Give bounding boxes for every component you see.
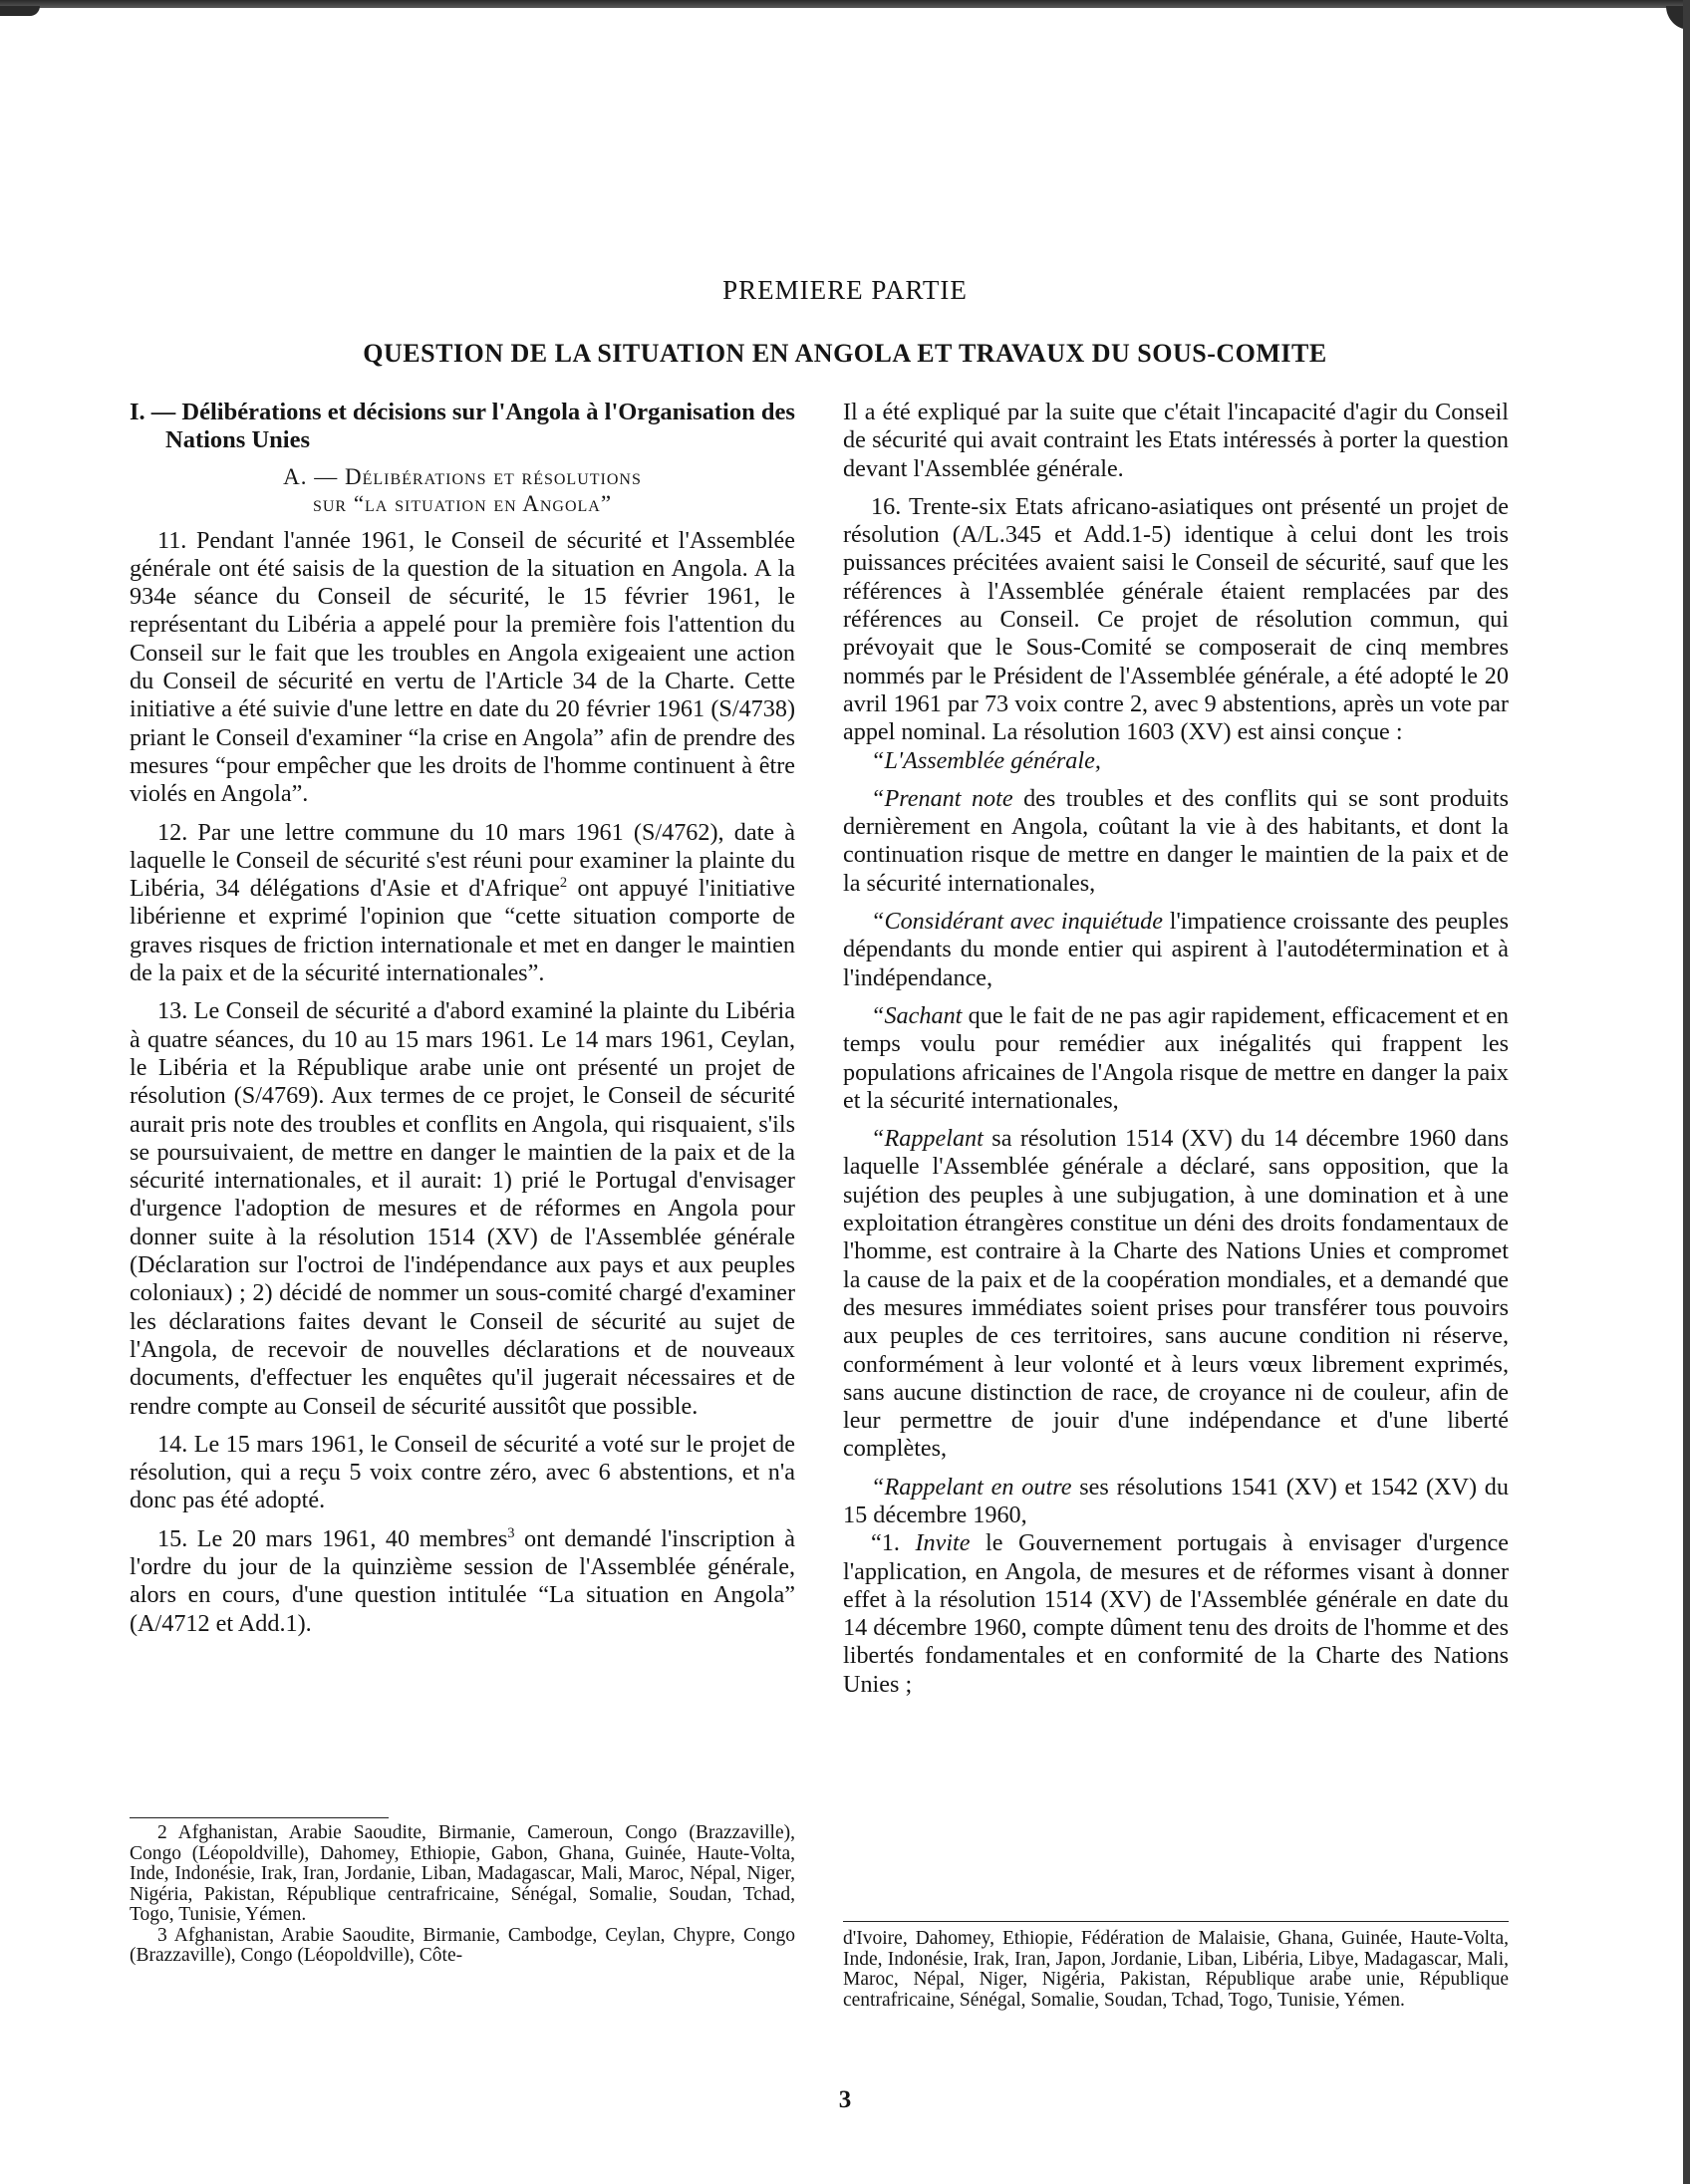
scan-corner-left — [0, 6, 40, 16]
footnote-ref-3: 3 — [507, 1524, 515, 1541]
clause-3-text: que le fait de ne pas agir rapidement, efficacement et en temps voulu pour remédier aux inégalités qui frappent les populations africaines de l'Angola risque de mettre en danger la paix et la sécurité internationales, — [843, 1001, 1509, 1114]
resolution-clause-2 — [843, 908, 1509, 992]
page-number: 3 — [838, 2086, 852, 2113]
footnotes-right — [843, 1929, 1509, 2011]
subsection-heading-line-1: A. — Délibérations et résolutions — [283, 463, 642, 489]
section-title: QUESTION DE LA SITUATION EN ANGOLA ET TRAVAUX DU SOUS-COMITE — [363, 339, 1327, 368]
footnote-ref-2: 2 — [559, 875, 568, 892]
clause-2-lead: “Considérant avec inquiétude — [871, 908, 1163, 936]
right-column — [843, 399, 1509, 1699]
paragraph-16: 16. Trente-six Etats africano-asiatiques ont présenté un projet de résolution (A/L.345 et Add.1-5) identique à celui dont les trois puissances précitées avaient saisi le Conseil de sécurité, sauf que les références à l'Assemblée générale étaient remplacées par des références au Conseil. Ce projet de résolution commun, qui prévoyait que le Sous-Comité se composerait de cinq membres nommés par le Président de l'Assemblée générale, a été adopté le 20 avril 1961 par 73 voix contre 2, avec 9 abstentions, après un vote par appel nominal. La résolution 1603 (XV) est ainsi conçue : — [843, 492, 1509, 746]
clause-1-lead: “Prenant note — [871, 784, 1013, 812]
clause-4-text: sa résolution 1514 (XV) du 14 décembre 1960 dans laquelle l'Assemblée générale a déclaré, sans opposition, que la sujétion des peuples à une subjugation, à une domination et à une exploitation étrangères constitue un déni des droits fondamentaux de l'homme, est contraire à la Charte des Nations Unies et compromet la cause de la paix et de la coopération mondiales, et a demandé que des mesures immédiates soient prises pour transférer tous pouvoirs aux peuples de ces territoires, sans aucune condition ni réserve, conformément à leur volonté et à leurs vœux librement exprimés, sans aucune distinction de race, de croyance ni de couleur, afin de leur permettre de jouir d'une indépendance et d'une liberté complètes, — [843, 1125, 1509, 1463]
paragraph-12-text-a: 12. Par une lettre commune du 10 mars 1961 (S/4762), date à laquelle le Conseil de sécurité s'est réuni pour examiner la plainte du Libéria, 34 délégations d'Asie et d'Afrique — [130, 818, 795, 903]
operative-1-number: “1. — [871, 1529, 916, 1557]
paragraph-15 — [130, 1525, 795, 1638]
clause-1-text: des troubles et des conflits qui se sont produits dernièrement en Angola, coûtant la vie à des habitants, et dont la continuation risque de mettre en danger le maintien de la paix et de la sécurité internationales, — [843, 784, 1510, 897]
resolution-clause-3 — [843, 1002, 1509, 1115]
resolution-preamble: “L'Assemblée générale, — [871, 746, 1101, 774]
scan-border-top — [0, 0, 1690, 8]
resolution-clause-1 — [843, 785, 1509, 898]
footnotes-left — [130, 1823, 795, 1967]
paragraph-15-text-a: 15. Le 20 mars 1961, 40 membres — [157, 1524, 508, 1552]
footnote-2: 2 Afghanistan, Arabie Saoudite, Birmanie, Cameroun, Congo (Brazzaville), Congo (Léopoldville), Dahomey, Ethiopie, Gabon, Ghana, Guinée, Haute-Volta, Inde, Indonésie, Irak, Iran, Jordanie, Liban, Madagascar, Mali, Maroc, Népal, Niger, Nigéria, Pakistan, République centrafricaine, Sénégal, Somalie, Soudan, Tchad, Togo, Tunisie, Yémen. — [130, 1822, 795, 1925]
scan-border-right — [1683, 0, 1690, 2184]
paragraph-15-text-b: ont demandé l'inscription à l'ordre du jour de la quinzième session de l'Assemblée générale, alors en cours, d'une question intitulée “La situation en Angola” (A/4712 et Add.1). — [130, 1524, 796, 1637]
operative-1-text: le Gouvernement portugais à envisager d'urgence l'application, en Angola, de mesures et de réformes visant à donner effet à la résolution 1514 (XV) de l'Assemblée générale en date du 14 décembre 1960, compte dûment tenu des droits de l'homme et des libertés fondamentales et en conformité de la Charte des Nations Unies ; — [843, 1529, 1510, 1698]
footnote-3: 3 Afghanistan, Arabie Saoudite, Birmanie, Cambodge, Ceylan, Chypre, Congo (Brazzaville), Congo (Léopoldville), Côte- — [130, 1924, 795, 1966]
subsection-heading — [130, 463, 795, 517]
clause-4-lead: “Rappelant — [871, 1125, 984, 1153]
paragraph-13: 13. Le Conseil de sécurité a d'abord examiné la plainte du Libéria à quatre séances, du 10 au 15 mars 1961. Le 14 mars 1961, Ceylan, le Libéria et la République arabe unie ont présenté un projet de résolution (S/4769). Aux termes de ce projet, le Conseil de sécurité aurait pris note des troubles et conflits en Angola, qui risquaient, s'ils se poursuivaient, de mettre en danger le maintien de la paix et de la sécurité internationales, et il aurait: 1) prié le Portugal d'envisager d'urgence l'adoption de mesures et de réformes en Angola pour donner suite à la résolution 1514 (XV) de l'Assemblée générale (Déclaration sur l'octroi de l'indépendance aux pays et aux peuples coloniaux) ; 2) décidé de nommer un sous-comité chargé d'examiner les déclarations faites devant le Conseil de sécurité au sujet de l'Angola, de recevoir de nouvelles déclarations et de nouveaux documents, d'effectuer les enquêtes qu'il jugerait nécessaires et de rendre compte au Conseil de sécurité aussitôt que possible. — [130, 997, 795, 1420]
footnote-rule-right — [843, 1921, 1509, 1922]
resolution-clause-4 — [843, 1125, 1509, 1464]
resolution-clause-5 — [843, 1474, 1509, 1530]
footnote-rule-left — [130, 1817, 389, 1818]
clause-3-lead: “Sachant — [871, 1001, 963, 1029]
operative-1-lead: Invite — [915, 1529, 971, 1557]
part-title: PREMIERE PARTIE — [722, 275, 968, 305]
footnote-3-continued: d'Ivoire, Dahomey, Ethiopie, Fédération de Malaisie, Ghana, Guinée, Haute-Volta, Inde, Indonésie, Irak, Iran, Japon, Jordanie, Liban, Libéria, Libye, Madagascar, Mali, Maroc, Népal, Niger, Nigéria, Pakistan, République arabe unie, République centrafricaine, Sénégal, Somalie, Soudan, Tchad, Togo, Tunisie, Yémen. — [843, 1928, 1509, 2011]
chapter-heading: I. — Délibérations et décisions sur l'Angola à l'Organisation des Nations Unies — [130, 399, 795, 454]
clause-5-text: ses résolutions 1541 (XV) et 1542 (XV) du 15 décembre 1960, — [843, 1473, 1509, 1528]
paragraph-12 — [130, 819, 795, 988]
resolution-operative-1 — [843, 1529, 1509, 1699]
clause-5-lead: “Rappelant en outre — [871, 1473, 1072, 1501]
left-column — [130, 399, 795, 1638]
clause-2-text: l'impatience croissante des peuples dépendants du monde entier qui aspirent à l'autodétermination et à l'indépendance, — [843, 908, 1509, 991]
paragraph-14: 14. Le 15 mars 1961, le Conseil de sécurité a voté sur le projet de résolution, qui a reçu 5 voix contre zéro, avec 6 abstentions, et n'a donc pas été adopté. — [130, 1430, 795, 1514]
paragraph-12-text-b: ont appuyé l'initiative libérienne et exprimé l'opinion que “cette situation comporte de graves risques de friction internationale et met en danger le maintien de la paix et de la sécurité internationales”. — [130, 875, 796, 987]
paragraph-11: 11. Pendant l'année 1961, le Conseil de sécurité et l'Assemblée générale ont été saisis de la question de la situation en Angola. A la 934e séance du Conseil de sécurité, le 15 février 1961, le représentant du Libéria a appelé pour la première fois l'attention du Conseil sur le fait que les troubles en Angola exigeaient une action du Conseil de sécurité en vertu de l'Article 34 de la Charte. Cette initiative a été suivie d'une lettre en date du 20 février 1961 (S/4738) priant le Conseil d'examiner “la crise en Angola” afin de prendre des mesures “pour empêcher que les droits de l'homme continuent à être violés en Angola”. — [130, 526, 795, 808]
subsection-heading-line-2: sur “la situation en Angola” — [312, 490, 613, 516]
paragraph-15-continued: Il a été expliqué par la suite que c'était l'incapacité d'agir du Conseil de sécurité qui avait contraint les Etats intéressés à porter la question devant l'Assemblée générale. — [843, 399, 1509, 482]
